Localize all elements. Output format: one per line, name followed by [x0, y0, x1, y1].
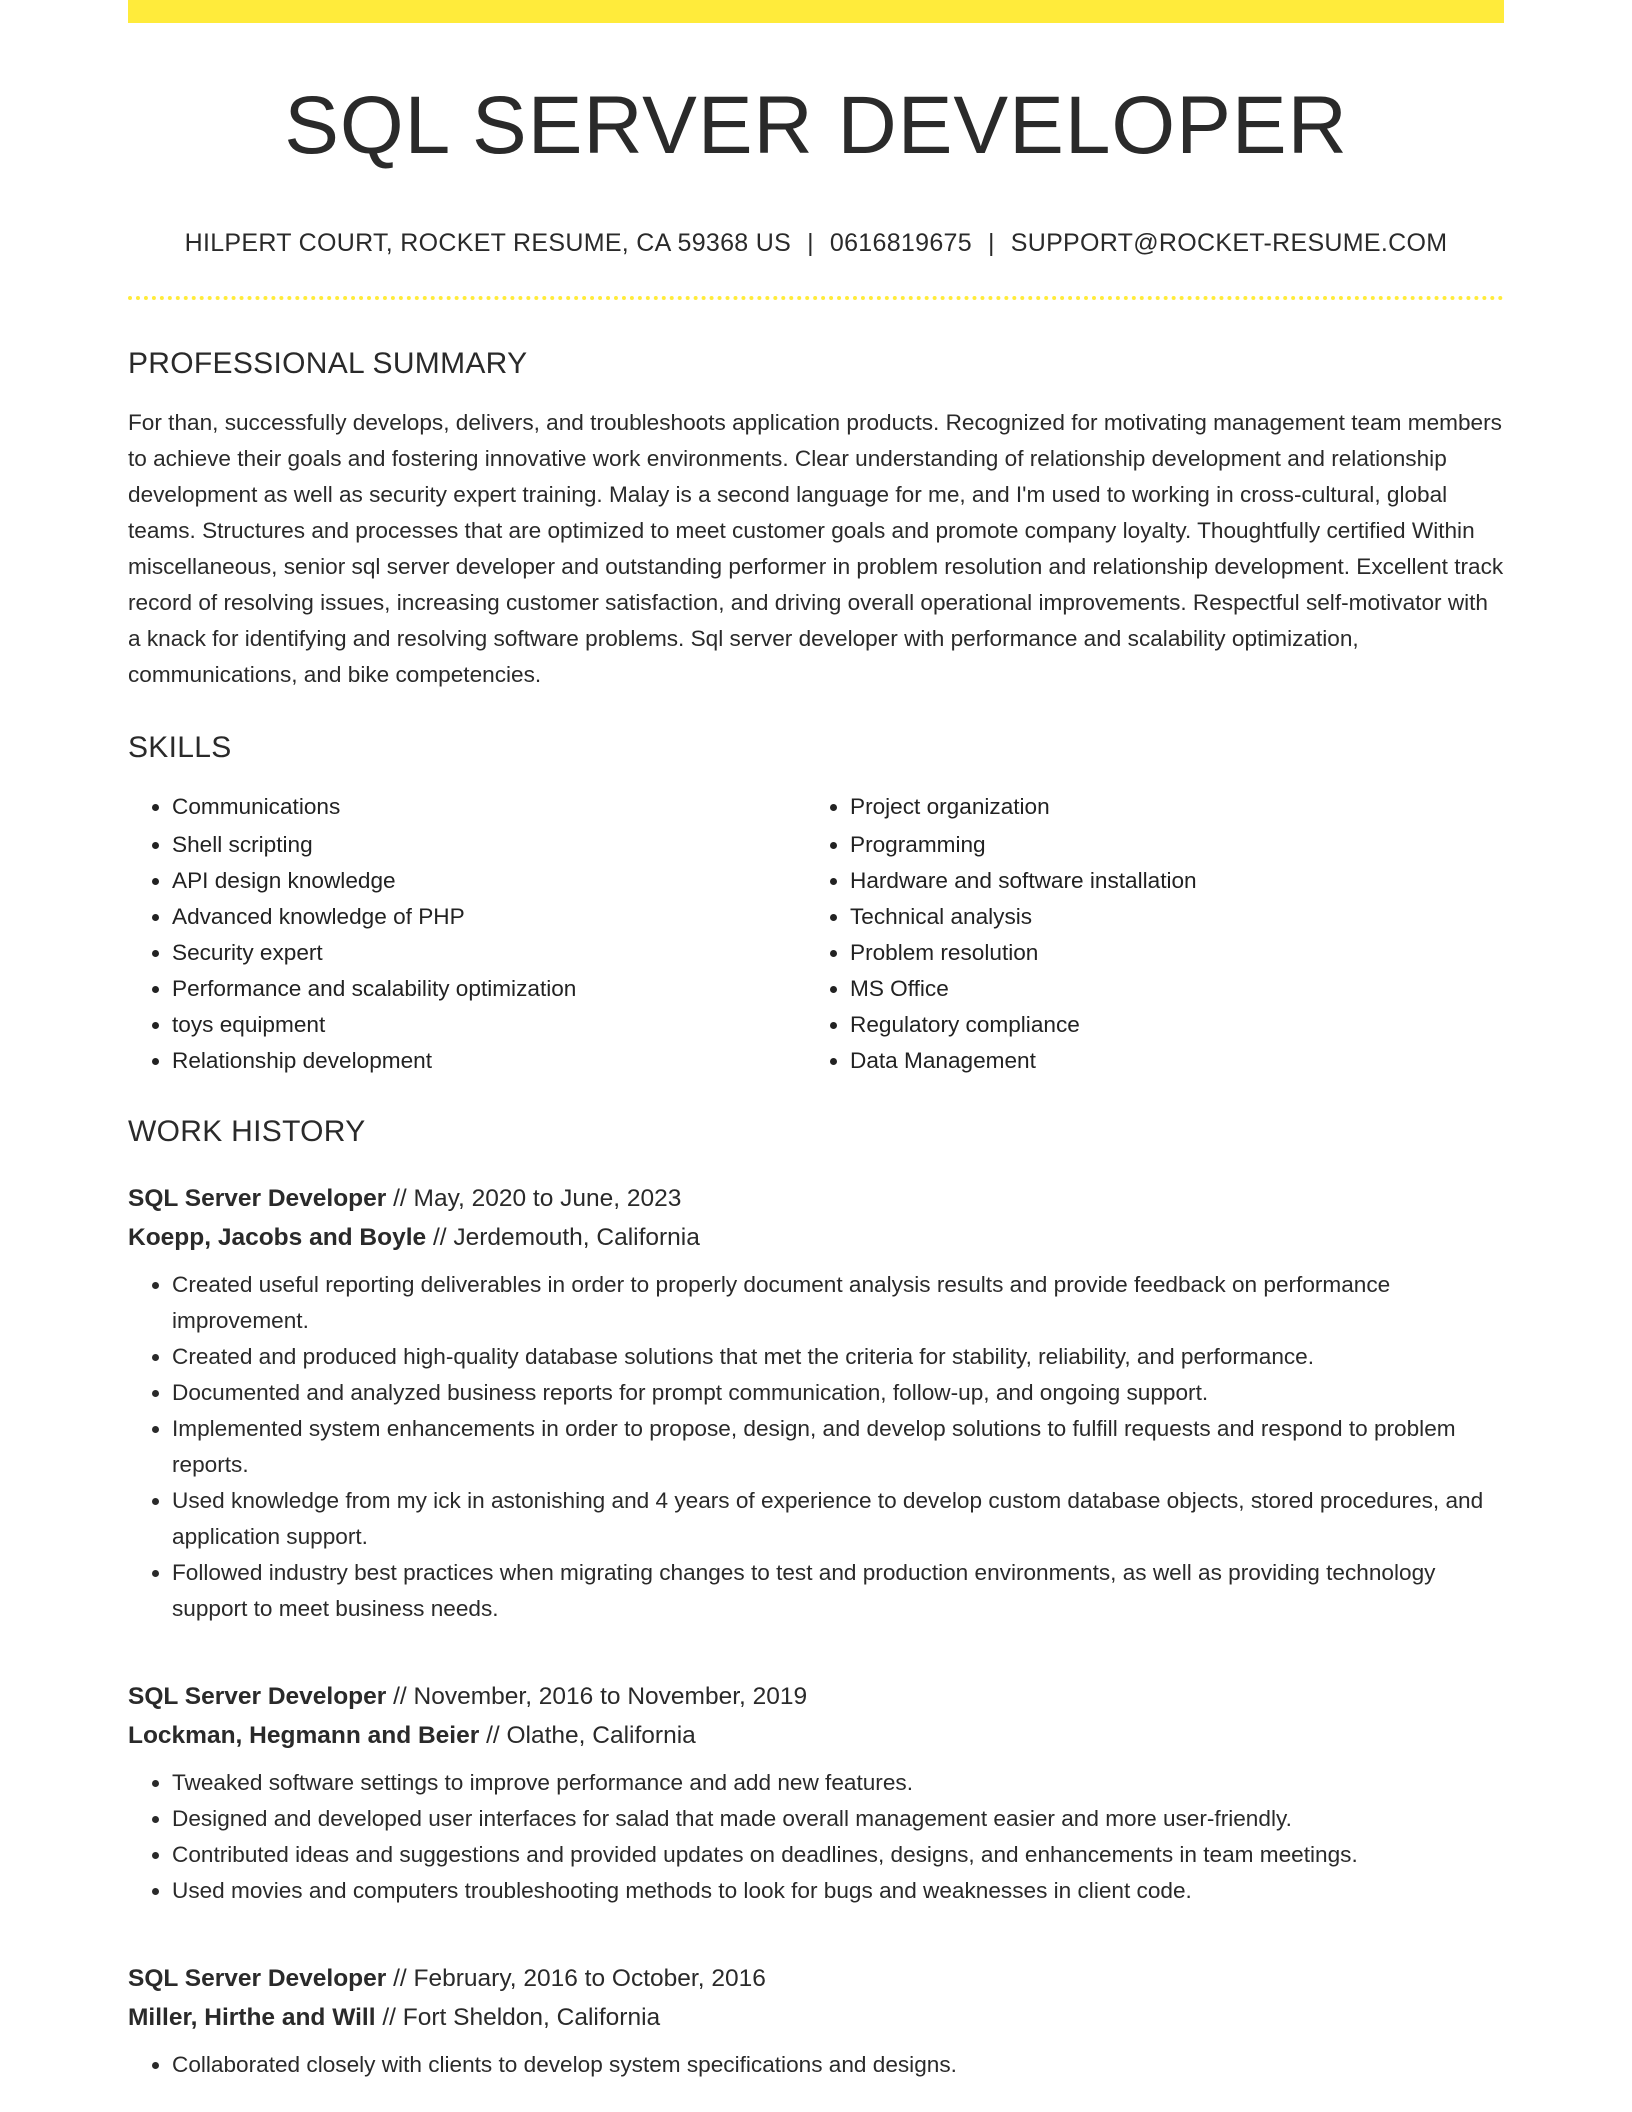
job-location: // Fort Sheldon, California	[382, 2004, 661, 2031]
job-role: SQL Server Developer	[128, 1185, 387, 1212]
job-bullets	[128, 1765, 1504, 1909]
summary-heading: PROFESSIONAL SUMMARY	[128, 347, 528, 380]
skills-list	[128, 789, 1504, 1079]
job-bullet: • Collaborated closely with clients to develop system specifications and designs.	[172, 2047, 1504, 2083]
job-role: SQL Server Developer	[128, 1965, 387, 1992]
resume-page	[128, 0, 1504, 2083]
job-company-line	[128, 1998, 1504, 2037]
job-bullet: • Created and produced high-quality database solutions that met the criteria for stability, reliability, and performance.	[172, 1339, 1504, 1375]
contact-email: SUPPORT@ROCKET-RESUME.COM	[1010, 229, 1448, 257]
contact-phone: 0616819675	[829, 229, 972, 257]
skill-item: • Problem resolution	[850, 935, 1484, 971]
job-company-line	[128, 1218, 1504, 1257]
skill-item: • Performance and scalability optimization	[172, 971, 806, 1007]
skill-item: • Data Management	[850, 1043, 1484, 1079]
job-company: Lockman, Hegmann and Beier	[128, 1722, 480, 1749]
skill-item: • Shell scripting	[172, 827, 806, 863]
work-history-heading: WORK HISTORY	[128, 1115, 366, 1148]
job-bullets	[128, 1267, 1504, 1627]
job-entry	[128, 1959, 1504, 2083]
job-bullet: • Designed and developed user interfaces for salad that made overall management easier and more user-friendly.	[172, 1801, 1504, 1837]
job-bullet: • Tweaked software settings to improve performance and add new features.	[172, 1765, 1504, 1801]
skill-item: • Programming	[850, 827, 1484, 863]
skill-item: • MS Office	[850, 971, 1484, 1007]
page-title: SQL SERVER DEVELOPER	[284, 80, 1348, 171]
job-bullet: • Contributed ideas and suggestions and provided updates on deadlines, designs, and enhancements in team meetings.	[172, 1837, 1504, 1873]
job-dates: // May, 2020 to June, 2023	[393, 1185, 682, 1212]
job-bullet: • Followed industry best practices when migrating changes to test and production environments, as well as providing technology support to meet business needs.	[172, 1555, 1504, 1627]
job-entry	[128, 1677, 1504, 1909]
dotted-divider	[128, 296, 1504, 300]
skill-item: • API design knowledge	[172, 863, 806, 899]
skill-item: • Relationship development	[172, 1043, 806, 1079]
skill-item: • Project organization	[850, 789, 1484, 825]
skill-item: • Technical analysis	[850, 899, 1484, 935]
job-entry	[128, 1179, 1504, 1627]
job-bullet: • Used knowledge from my ick in astonishing and 4 years of experience to develop custom database objects, stored procedures, and application support.	[172, 1483, 1504, 1555]
skill-item: • Communications	[172, 789, 806, 825]
job-company-line	[128, 1716, 1504, 1755]
contact-separator: |	[987, 229, 995, 257]
job-bullet: • Implemented system enhancements in order to propose, design, and develop solutions to fulfill requests and respond to problem reports.	[172, 1411, 1504, 1483]
skills-column-right	[806, 789, 1484, 1079]
top-accent-bar	[128, 0, 1504, 23]
skill-item: • toys equipment	[172, 1007, 806, 1043]
job-location: // Jerdemouth, California	[432, 1224, 700, 1251]
job-location: // Olathe, California	[486, 1722, 696, 1749]
job-company: Miller, Hirthe and Will	[128, 2004, 376, 2031]
summary-text: For than, successfully develops, delivers, and troubleshoots application products. Recognized for motivating management team members to achieve their goals and fostering innovative work environments. Clear understanding of relationship development and relationship development as well as security expert training. Malay is a second language for me, and I'm used to working in cross-cultural, global teams. Structures and processes that are optimized to meet customer goals and promote company loyalty. Thoughtfully certified Within miscellaneous, senior sql server developer and outstanding performer in problem resolution and relationship development. Excellent track record of resolving issues, increasing customer satisfaction, and driving overall operational improvements. Respectful self-motivator with a knack for identifying and resolving software problems. Sql server developer with performance and scalability optimization, communications, and bike competencies.	[128, 410, 1504, 687]
job-role-line	[128, 1179, 1504, 1218]
skills-column-left	[128, 789, 806, 1079]
skills-heading: SKILLS	[128, 731, 232, 764]
job-bullets	[128, 2047, 1504, 2083]
contact-separator: |	[807, 229, 814, 257]
skill-item: • Hardware and software installation	[850, 863, 1484, 899]
job-dates: // November, 2016 to November, 2019	[393, 1683, 808, 1710]
job-role-line	[128, 1959, 1504, 1998]
job-role-line	[128, 1677, 1504, 1716]
contact-line	[128, 231, 1504, 256]
skill-item: • Regulatory compliance	[850, 1007, 1484, 1043]
job-bullet: • Documented and analyzed business reports for prompt communication, follow-up, and ongoing support.	[172, 1375, 1504, 1411]
skill-item: • Security expert	[172, 935, 806, 971]
job-bullet: • Created useful reporting deliverables in order to properly document analysis results and provide feedback on performance improvement.	[172, 1267, 1504, 1339]
job-company: Koepp, Jacobs and Boyle	[128, 1224, 427, 1251]
job-role: SQL Server Developer	[128, 1683, 387, 1710]
contact-address: HILPERT COURT, ROCKET RESUME, CA 59368 US	[184, 229, 792, 257]
job-dates: // February, 2016 to October, 2016	[393, 1965, 766, 1992]
skill-item: • Advanced knowledge of PHP	[172, 899, 806, 935]
job-bullet: • Used movies and computers troubleshooting methods to look for bugs and weaknesses in client code.	[172, 1873, 1504, 1909]
